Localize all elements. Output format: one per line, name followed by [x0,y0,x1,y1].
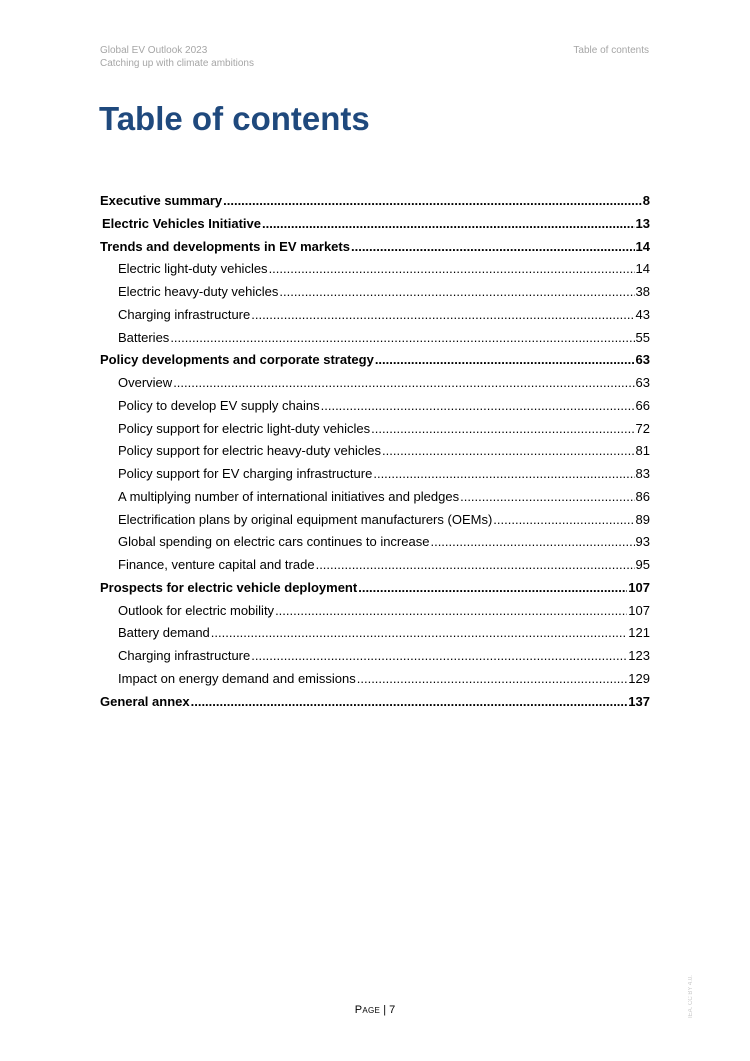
toc-entry-page: 121 [628,625,650,641]
toc-entry[interactable] [100,577,650,600]
toc-entry-page: 93 [635,534,650,550]
toc-entry-page: 137 [628,693,650,709]
toc-entry[interactable] [100,645,650,668]
toc-entry-label: Electric Vehicles Initiative [102,215,261,231]
toc-entry[interactable] [100,622,650,645]
toc-entry[interactable] [100,691,650,714]
toc-entry-page: 129 [628,670,650,686]
page-title: Table of contents [99,100,370,137]
toc-entry[interactable] [100,531,650,554]
toc-entry-page: 72 [635,420,650,436]
toc-entry-page: 86 [635,488,650,504]
toc-entry-page: 107 [628,602,650,618]
toc-entry[interactable] [100,213,650,236]
toc-entry-label: Charging infrastructure [118,648,251,663]
toc-dot-leader [373,463,634,485]
toc-entry[interactable] [100,463,650,486]
toc-entry-page: 43 [635,306,650,322]
toc-entry-page: 66 [635,397,650,413]
toc-entry-label: General annex [100,693,190,709]
toc-entry-page: 123 [628,648,650,663]
toc-dot-leader [430,531,634,553]
toc-dot-leader [351,236,635,258]
toc-entry-label: Prospects for electric vehicle deployment [100,579,358,595]
toc-dot-leader [191,691,628,713]
toc-entry-page: 89 [635,511,650,527]
toc-entry[interactable] [100,668,650,691]
toc-dot-leader [316,554,635,576]
toc-dot-leader [211,622,628,644]
toc-entry-label: A multiplying number of international initiatives and pledges [118,488,460,504]
toc-entry[interactable] [100,258,650,281]
toc-entry-label: Policy support for EV charging infrastructure [118,466,373,481]
toc-entry-page: 14 [635,261,650,277]
toc-dot-leader [275,600,627,622]
toc-entry[interactable] [100,600,650,623]
toc-entry[interactable] [100,418,650,441]
document-subtitle: Catching up with climate ambitions [100,58,254,69]
toc-dot-leader [371,418,634,440]
toc-entry[interactable] [100,509,650,532]
toc-entry-page: 13 [635,215,650,231]
toc-dot-leader [251,645,627,667]
toc-entry-page: 38 [635,284,650,299]
toc-entry-page: 95 [635,557,650,572]
toc-entry-label: Electrification plans by original equipment manufacturers (OEMs) [118,511,493,527]
toc-entry-label: Outlook for electric mobility [118,602,275,618]
toc-dot-leader [269,258,635,280]
toc-entry[interactable] [100,304,650,327]
page-footer [0,1003,750,1017]
toc-entry-label: Battery demand [118,625,210,641]
license-note: IEA. CC BY 4.0. [688,975,694,1018]
toc-entry-label: Overview [118,375,173,390]
toc-entry[interactable] [100,395,650,418]
toc-entry-page: 8 [642,193,650,208]
toc-dot-leader [173,372,634,394]
toc-entry[interactable] [100,327,650,350]
toc-entry[interactable] [100,236,650,259]
toc-entry[interactable] [100,372,650,395]
page-separator: | [383,1004,387,1016]
page-label: Page [354,1004,381,1016]
toc-entry-label: Executive summary [100,193,223,208]
toc-entry[interactable] [100,190,650,213]
toc-entry-page: 63 [635,375,650,390]
toc-entry-page: 63 [635,352,650,368]
toc-dot-leader [170,327,634,349]
toc-entry-label: Batteries [118,329,170,345]
toc-entry-label: Trends and developments in EV markets [100,238,350,254]
toc-dot-leader [279,281,634,303]
toc-entry-label: Policy developments and corporate strategy [100,352,374,368]
toc-dot-leader [223,190,642,212]
toc-dot-leader [460,486,634,508]
toc-entry-label: Finance, venture capital and trade [118,557,315,572]
page-number: 7 [389,1004,396,1016]
toc-entry[interactable] [100,554,650,577]
toc-dot-leader [382,440,635,462]
toc-entry-page: 55 [635,329,650,345]
toc-entry[interactable] [100,349,650,372]
table-of-contents [100,190,650,713]
toc-entry-page: 83 [635,466,650,481]
toc-entry-label: Policy to develop EV supply chains [118,397,320,413]
toc-entry-page: 14 [635,238,650,254]
toc-entry[interactable] [100,440,650,463]
document-title: Global EV Outlook 2023 [100,45,208,56]
toc-entry-label: Global spending on electric cars continues to increase [118,534,430,550]
toc-dot-leader [358,577,627,599]
toc-entry-label: Policy support for electric heavy-duty vehicles [118,443,382,459]
toc-entry[interactable] [100,281,650,304]
toc-entry-label: Electric heavy-duty vehicles [118,284,279,299]
toc-dot-leader [321,395,635,417]
toc-entry-page: 107 [628,579,650,595]
toc-dot-leader [493,509,634,531]
running-header [100,44,254,70]
toc-dot-leader [251,304,634,326]
toc-dot-leader [357,668,628,690]
toc-entry[interactable] [100,486,650,509]
section-header: Table of contents [573,45,649,56]
toc-dot-leader [375,349,635,371]
toc-entry-page: 81 [635,443,650,459]
toc-dot-leader [262,213,635,235]
toc-entry-label: Charging infrastructure [118,306,251,322]
toc-entry-label: Impact on energy demand and emissions [118,670,356,686]
toc-entry-label: Electric light-duty vehicles [118,261,268,277]
toc-entry-label: Policy support for electric light-duty vehicles [118,420,371,436]
